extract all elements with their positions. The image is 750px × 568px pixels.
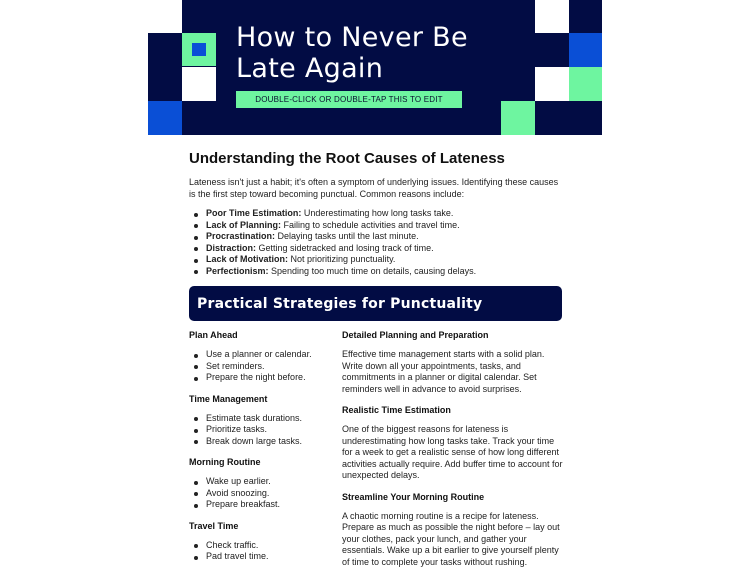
list-item: Prepare the night before. (206, 372, 329, 384)
section-list (189, 476, 329, 511)
decor-blue-block (148, 101, 182, 135)
section-body: A chaotic morning routine is a recipe for lateness. Prepare as much as possible the night before – lay out your clothes, pack your lunch, and gather your essentials. Wake up a bit earlier to give yourself plenty of time to complete your tasks without rushing. (342, 511, 564, 568)
decor-white-block (535, 0, 569, 33)
section-body: Effective time management starts with a solid plan. Write down all your appointments, tasks, and commitments in a planner or digital calendar. Set reminders well in advance to avoid surprises. (342, 349, 564, 395)
page-title: How to Never Be Late Again (236, 22, 486, 84)
section-title: Realistic Time Estimation (342, 404, 564, 416)
list-item: Check traffic. (206, 540, 329, 552)
list-item: Avoid snoozing. (206, 488, 329, 500)
list-item: Prioritize tasks. (206, 424, 329, 436)
strategies-left-column (189, 329, 329, 563)
section-list (189, 349, 329, 384)
list-item: Procrastination: Delaying tasks until the last minute. (206, 231, 476, 243)
strategies-banner (189, 286, 562, 321)
list-item: Break down large tasks. (206, 436, 329, 448)
decor-blue-block (569, 33, 602, 67)
list-item: Set reminders. (206, 361, 329, 373)
decor-white-block (148, 0, 182, 33)
section-list (189, 413, 329, 448)
list-item: Poor Time Estimation: Underestimating how long tasks take. (206, 208, 476, 220)
decor-blue-square (192, 43, 206, 56)
section-title: Detailed Planning and Preparation (342, 329, 564, 341)
strategies-right-column (342, 329, 564, 568)
list-item: Prepare breakfast. (206, 499, 329, 511)
strategies-heading: Practical Strategies for Punctuality (197, 296, 482, 312)
decor-white-block (182, 67, 216, 101)
section-title: Streamline Your Morning Routine (342, 491, 564, 503)
list-item: Pad travel time. (206, 551, 329, 563)
list-item: Wake up earlier. (206, 476, 329, 488)
list-item: Distraction: Getting sidetracked and losing track of time. (206, 243, 476, 255)
root-causes-intro: Lateness isn't just a habit; it's often a symptom of underlying issues. Identifying these causes is the first step toward becoming punctual. Common reasons include: (189, 176, 559, 200)
decor-green-block (569, 67, 602, 101)
root-causes-heading: Understanding the Root Causes of Lateness (189, 150, 562, 167)
section-title: Morning Routine (189, 456, 329, 468)
hero-banner (148, 0, 602, 135)
section-title: Time Management (189, 393, 329, 405)
list-item: Estimate task durations. (206, 413, 329, 425)
causes-list (189, 208, 476, 277)
list-item: Lack of Motivation: Not prioritizing punctuality. (206, 254, 476, 266)
decor-green-block (501, 101, 535, 135)
edit-hint-button[interactable]: DOUBLE-CLICK OR DOUBLE-TAP THIS TO EDIT (236, 91, 462, 108)
list-item: Lack of Planning: Failing to schedule activities and travel time. (206, 220, 476, 232)
section-title: Plan Ahead (189, 329, 329, 341)
section-body: One of the biggest reasons for lateness is underestimating how long tasks take. Track your time for a week to get a realistic sense of how long different activities actually require. Add buffer time to account for unexpected delays. (342, 424, 564, 482)
list-item: Use a planner or calendar. (206, 349, 329, 361)
list-item: Perfectionism: Spending too much time on details, causing delays. (206, 266, 476, 278)
section-list (189, 540, 329, 563)
section-title: Travel Time (189, 520, 329, 532)
decor-white-block (535, 67, 569, 101)
